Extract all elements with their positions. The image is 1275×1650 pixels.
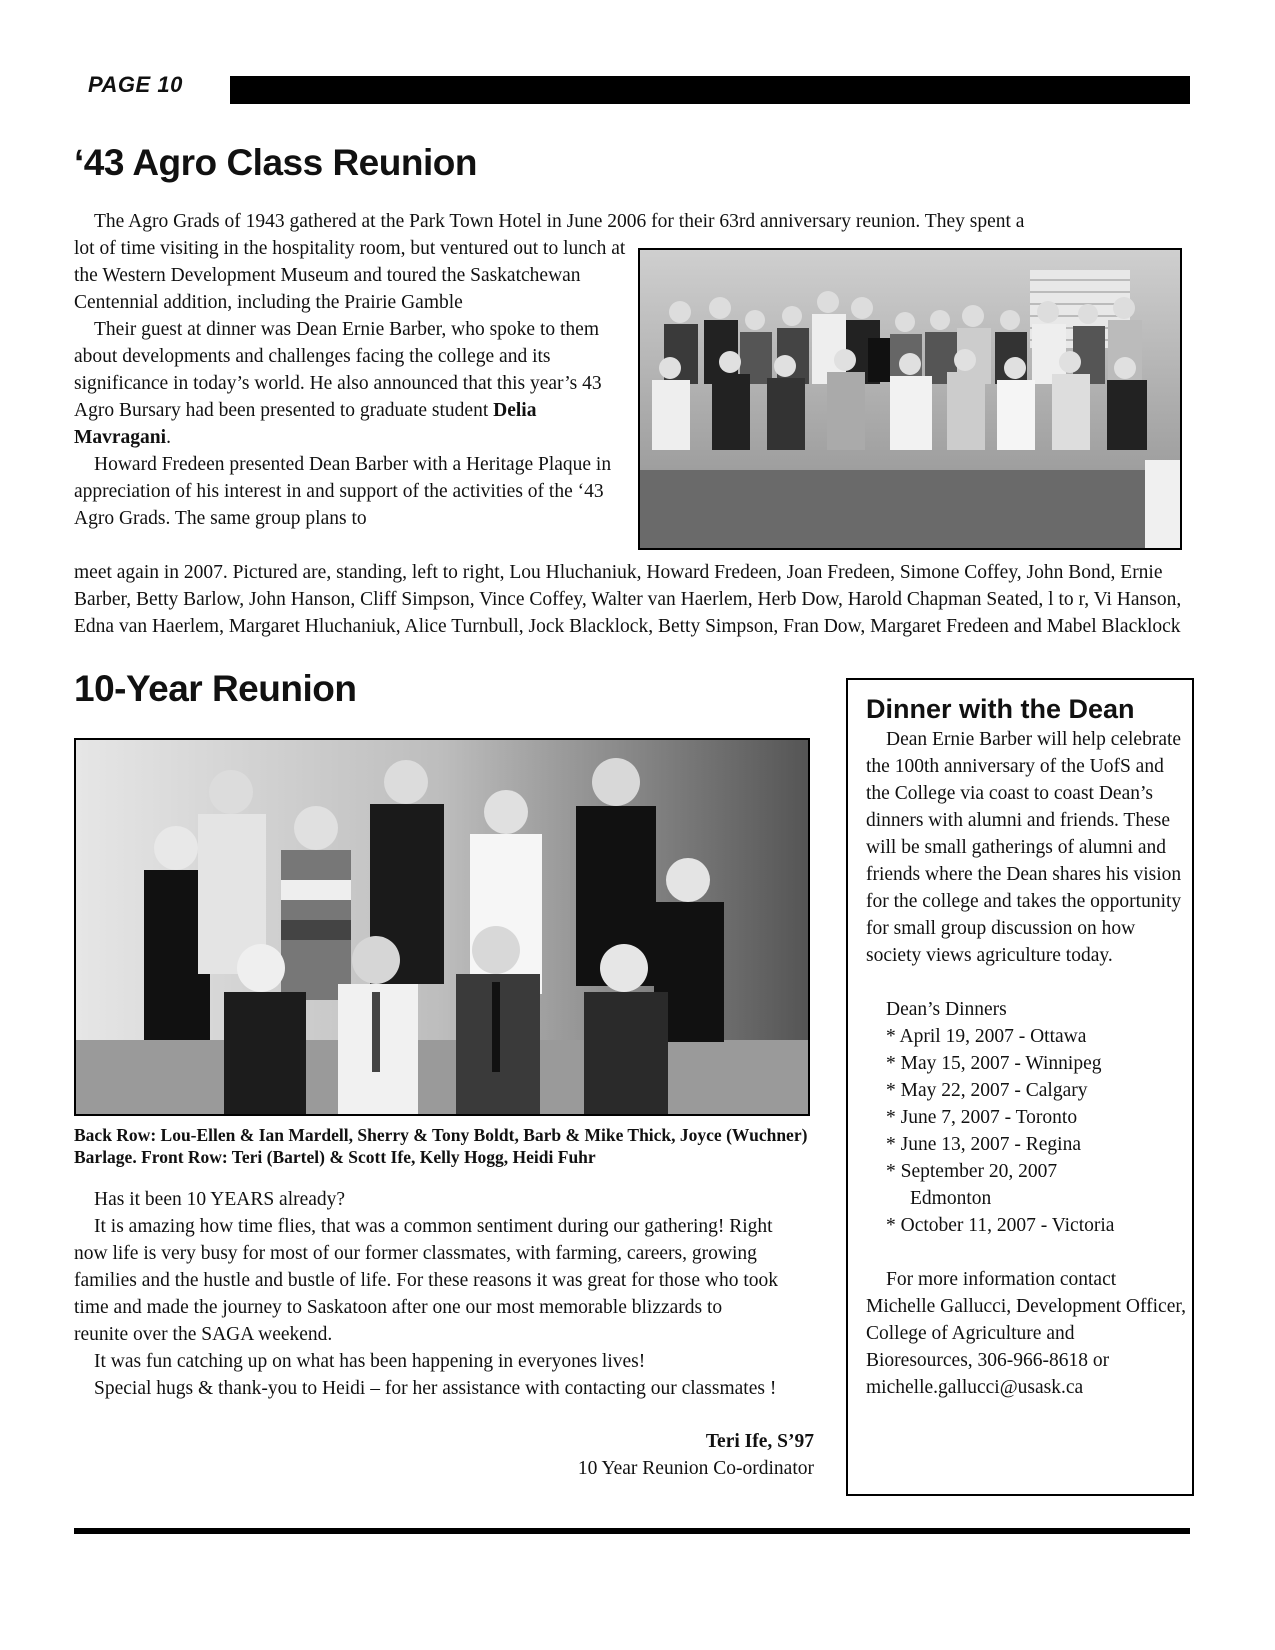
article2-body [74,1186,780,1402]
agro-class-group-photo [638,248,1182,550]
10-year-reunion-photo [74,738,810,1116]
dinner-item: * October 11, 2007 - Victoria [886,1215,1115,1236]
dinner-item: Edmonton [910,1188,992,1209]
article1-para3-continued: meet again in 2007. Pictured are, standing, left to right, Lou Hluchaniuk, Howard Fredeen, Joan Fredeen, Simone Coffey, John Bond, Ernie Barber, Betty Barlow, John Hanson, Cliff Simpson, Vince Coffey, Walter van Haerlem, Herb Dow, Harold Chapman Seated, l to r, Vi Hanson, Edna van Haerlem, Margaret Hluchaniuk, Alice Turnbull, Jock Blacklock, Betty Simpson, Fran Dow, Margaret Fredeen and Mabel Blacklock [74,562,1182,637]
bursary-recipient: Delia Mavragani [74,400,537,448]
dinner-item: * June 13, 2007 - Regina [886,1134,1081,1155]
sidebar-title: Dinner with the Dean [866,694,1135,724]
article1-lead-line: The Agro Grads of 1943 gathered at the Park Town Hotel in June 2006 for their 63rd anniversary reunion. They spent a [94,211,1025,232]
deans-dinners-list [866,1023,1186,1239]
article2-para4: Special hugs & thank-you to Heidi – for her assistance with contacting our classmates ! [94,1378,777,1399]
dinner-item: * April 19, 2007 - Ottawa [886,1026,1087,1047]
sidebar-contact: For more information contact Michelle Gallucci, Development Officer, College of Agriculture and Bioresources, 306-966-8618 or michelle.gallucci@usask.ca [866,1269,1186,1398]
sidebar-intro: Dean Ernie Barber will help celebrate the 100th anniversary of the UofS and the College via coast to coast Dean’s dinners with alumni and friends. These will be small gatherings of alumni and friends where the Dean shares his vision for the college and takes the opportunity for small group discussion on how society views agriculture today. [866,729,1182,966]
signature-role: 10 Year Reunion Co-ordinator [577,1458,814,1479]
article1-para3: Howard Fredeen presented Dean Barber with a Heritage Plaque in appreciation of his interest in and support of the activities of the ‘43 Agro Grads. The same group plans to [74,454,612,529]
10-year-photo-caption: Back Row: Lou-Ellen & Ian Mardell, Sherry & Tony Boldt, Barb & Mike Thick, Joyce (Wuchner) Barlage. Front Row: Teri (Bartel) & Scott Ife, Kelly Hogg, Heidi Fuhr [74,1125,808,1167]
dinner-item: * June 7, 2007 - Toronto [886,1107,1078,1128]
dinner-item: * May 22, 2007 - Calgary [886,1080,1088,1101]
article-title-10-year-reunion: 10-Year Reunion [74,668,357,709]
dinner-item: * September 20, 2007 [886,1161,1058,1182]
article2-para3: It was fun catching up on what has been happening in everyones lives! [94,1351,646,1372]
article1-para2: Their guest at dinner was Dean Ernie Barber, who spoke to them about developments and challenges facing the college and its significance in today’s world. He also announced that this year’s 43 Agro Bursary had been presented to graduate student Delia Mavragani. [74,319,602,448]
article2-para2: It is amazing how time flies, that was a common sentiment during our gathering! Right now life is very busy for most of our former classmates, with farming, careers, growing families and the hustle and bustle of life. For these reasons it was great for those who took time and made the journey to Saskatoon after one our most memorable blizzards to reunite over the SAGA weekend. [74,1216,778,1345]
article1-para1: lot of time visiting in the hospitality room, but ventured out to lunch at the Western Development Museum and toured the Saskatchewan Centennial addition, including the Prairie Gamble [74,238,626,313]
dinner-with-dean-box [846,678,1194,1496]
article1-wrapped-text [74,235,632,532]
page-number: PAGE 10 [88,72,183,97]
footer-rule [74,1528,1190,1534]
article-title-agro-reunion: ‘43 Agro Class Reunion [74,142,477,183]
signature-name: Teri Ife, S’97 [705,1431,814,1452]
article2-para1: Has it been 10 YEARS already? [94,1189,346,1210]
deans-dinners-heading: Dean’s Dinners [886,999,1007,1020]
header-rule [230,76,1190,104]
dinner-item: * May 15, 2007 - Winnipeg [886,1053,1102,1074]
